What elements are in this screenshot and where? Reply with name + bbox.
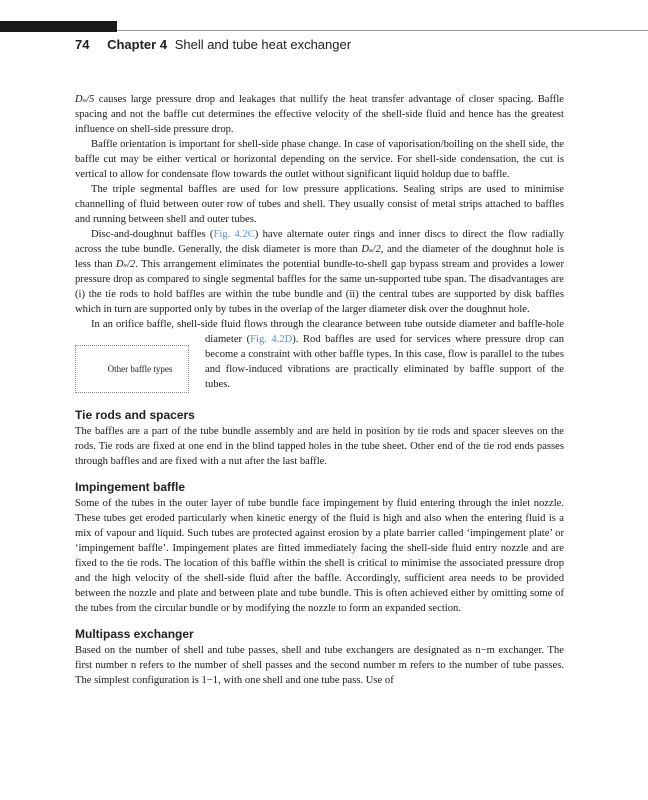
math-shell-diameter-half: Dₛ/2 [361,244,381,255]
paragraph-baffle-orientation: Baffle orientation is important for shell-side phase change. In case of vaporisation/boiling on the shell side, the baffle cut may be either vertical or horizontal depending on the service. For shell-side condensation, the cut is vertical to allow for condensate flow towards the outlet without significant liquid holdup due to baffle. [75,139,564,180]
section-text-tie-rods: The baffles are a part of the tube bundle assembly and are held in position by tie rods and spacer sleeves on the rods. Tie rods are fixed at one end in the blind tapped holes in the tube sheet. Other end of the tie rod ends passes through baffles and are fixed with a nut after the last baffle. [75,426,564,467]
section-heading-tie-rods: Tie rods and spacers [75,408,195,422]
chapter-label: Chapter 4 [107,37,168,52]
page-number: 74 [75,37,90,52]
running-head [75,37,351,55]
math-shell-diameter-half: Dₛ/2 [115,259,136,270]
sidebar-box-other-baffle-types: Other baffle types [75,345,189,393]
page-body [75,92,564,688]
paragraph-disc-and-doughnut: Disc-and-doughnut baffles (Fig. 4.2C) have alternate outer rings and inner discs to direct the flow radially across the tube bundle. Generally, the disk diameter is more than Dₛ/2, and the diameter of the doughnut hole is less than Dₛ/2. This arrangement eliminates the potential bundle-to-shell gap bypass stream and provides a lower pressure drop as compared to single segmental baffles for the same un-supported tube span. The disadvantages are (i) the tie rods to hold baffles are within the tube bundle and (ii) the central tubes are supported by disk baffles which in turn are supported only by tubes in the overlap of the larger diameter disk over the doughnut hole. [75,229,565,315]
paragraph-triple-segmental: The triple segmental baffles are used for low pressure applications. Sealing strips are used to minimise channelling of fluid between outer row of tubes and shell. They usually consist of metal strips attached to baffles and running between shell and outer tubes. [75,184,564,225]
header-bar [0,21,117,32]
section-text-multipass-exchanger: Based on the number of shell and tube passes, shell and tube exchangers are designated as n−m exchanger. The first number n refers to the number of shell passes and the second number m refers to the number of tube passes. The simplest configuration is 1−1, with one shell and one tube pass. Use of [75,645,564,686]
paragraph-baffle-spacing: Dₛ/5 causes large pressure drop and leakages that nullify the heat transfer advantage of closer spacing. Baffle spacing and not the baffle cut determines the effective velocity of the shell-side fluid and hence has the greatest influence on shell-side pressure drop. [75,94,564,135]
section-text-impingement-baffle: Some of the tubes in the outer layer of tube bundle face impingement by fluid entering through the inlet nozzle. These tubes get eroded particularly when kinetic energy of the fluid is high and also when the entering fluid is a mix of vapour and liquid. Such tubes are protected against erosion by a plate barrier called ‘impingement plate’ or ‘impingement baffle’. Impingement plates are fitted immediately facing the shell-side fluid entry nozzle and are fixed to the tie rods. The location of this baffle within the shell is critical to minimise the associated pressure drop and the high velocity of the shell-side fluid after the baffle. Accordingly, sufficient area needs to be provided between the nozzle and plate and between plate and tube bundle. This is often achieved either by omitting some of the tubes from the circular bundle or by modifying the nozzle to form an expanded section. [75,498,564,614]
math-shell-diameter-over-5: Dₛ/5 [75,94,95,105]
section-heading-multipass-exchanger: Multipass exchanger [75,627,194,641]
header-rule [117,30,648,31]
figure-link-4-2d[interactable]: Fig. 4.2D [250,334,293,345]
chapter-title: Shell and tube heat exchanger [174,37,352,52]
figure-link-4-2c[interactable]: Fig. 4.2C [213,229,255,240]
paragraph-orifice-baffle: In an orifice baffle, shell-side fluid flows through the clearance between tube outside diameter and baffle-hole diameter ( Other baffle types Fig. 4.2D). Rod baffles are used for services where pressure drop can become a constraint with other baffle types. In this case, flow is parallel to the tubes and flow-induced vibrations are practically eliminated by baffle support of the tubes. [75,317,564,392]
section-heading-impingement-baffle: Impingement baffle [75,480,186,494]
